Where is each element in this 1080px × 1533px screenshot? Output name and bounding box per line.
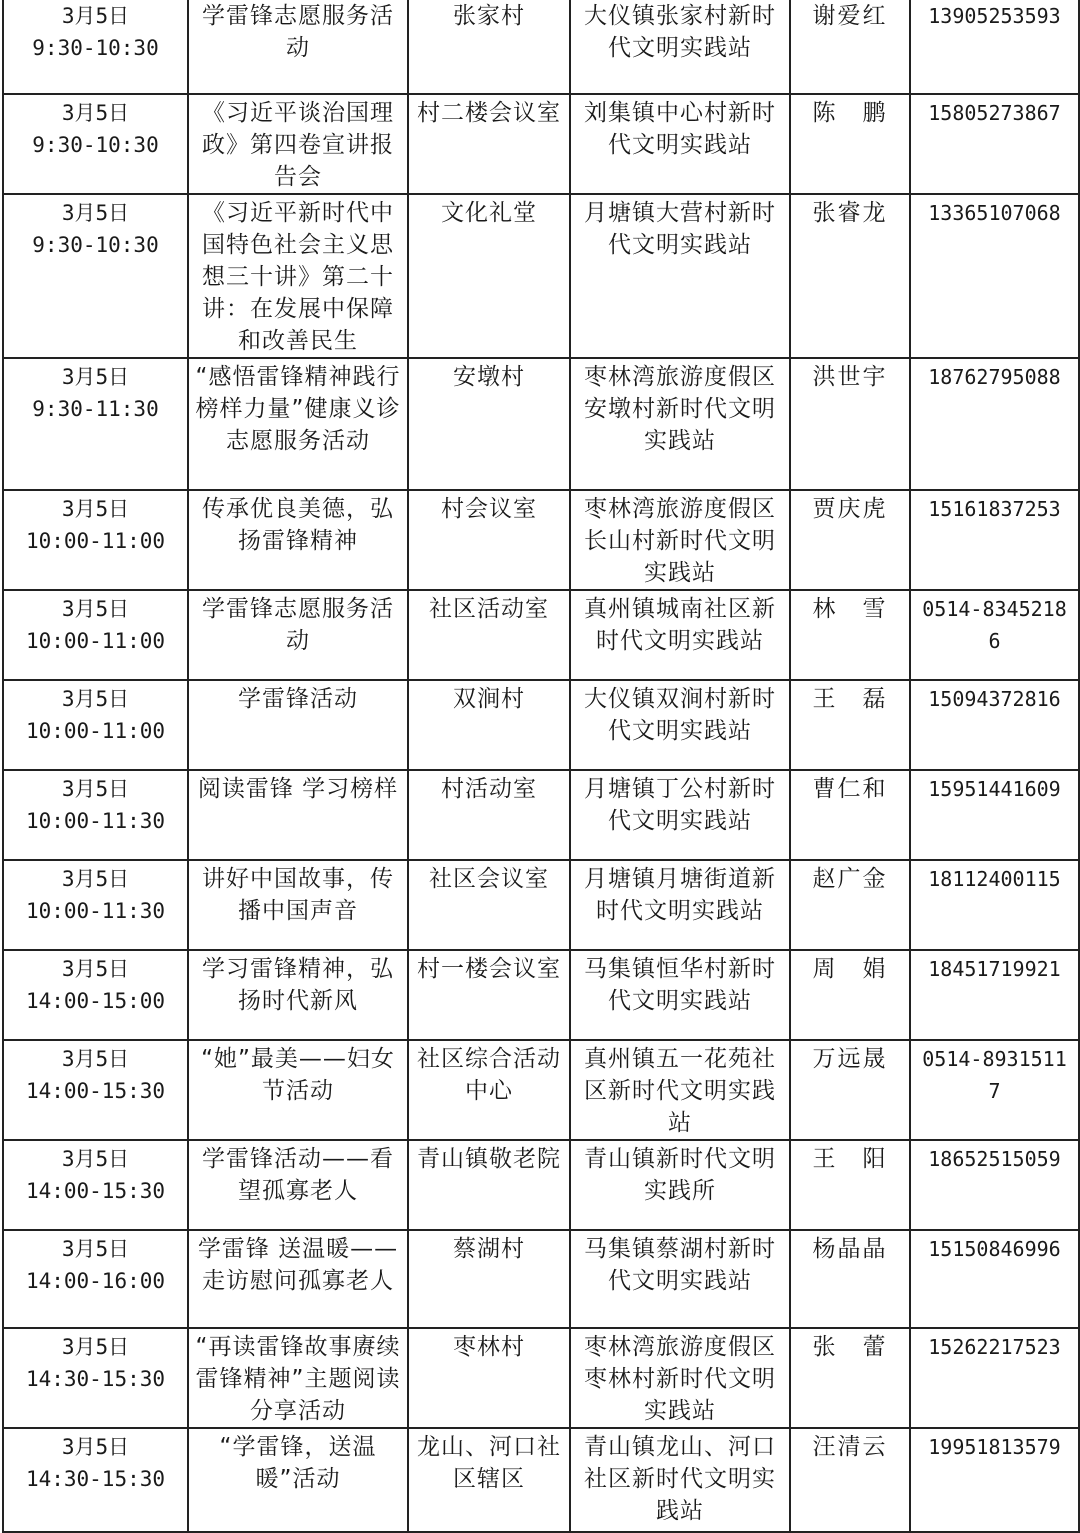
date-text: 3月5日 <box>61 1237 130 1261</box>
date-time-cell <box>3 1040 188 1140</box>
table-row <box>3 1140 1079 1230</box>
organizer-cell: 青山镇新时代文明实践所 <box>570 1140 790 1230</box>
activity-cell: 《习近平谈治国理政》第四卷宣讲报告会 <box>188 94 408 194</box>
table-row <box>3 1040 1079 1140</box>
table-row <box>3 0 1079 94</box>
phone-cell: 19951813579 <box>910 1428 1079 1532</box>
phone-cell: 18112400115 <box>910 860 1079 950</box>
date-time-cell <box>3 194 188 358</box>
activity-cell: 学雷锋 送温暖——走访慰问孤寡老人 <box>188 1230 408 1328</box>
date-text: 3月5日 <box>61 1147 130 1171</box>
location-cell: 枣林村 <box>408 1328 570 1428</box>
phone-cell: 15150846996 <box>910 1230 1079 1328</box>
contact-cell: 王 磊 <box>790 680 910 770</box>
phone-cell: 15161837253 <box>910 490 1079 590</box>
activity-cell: 学雷锋志愿服务活动 <box>188 0 408 94</box>
phone-cell: 13905253593 <box>910 0 1079 94</box>
location-cell: 社区会议室 <box>408 860 570 950</box>
organizer-cell: 枣林湾旅游度假区长山村新时代文明实践站 <box>570 490 790 590</box>
activity-cell: “感悟雷锋精神践行榜样力量”健康义诊志愿服务活动 <box>188 358 408 490</box>
organizer-cell: 月塘镇丁公村新时代文明实践站 <box>570 770 790 860</box>
time-text: 10:00-11:30 <box>25 899 166 923</box>
contact-cell: 周 娟 <box>790 950 910 1040</box>
location-cell: 村活动室 <box>408 770 570 860</box>
date-text: 3月5日 <box>61 101 130 125</box>
date-text: 3月5日 <box>61 201 130 225</box>
location-cell: 文化礼堂 <box>408 194 570 358</box>
time-text: 14:30-15:30 <box>25 1367 166 1391</box>
table-row <box>3 490 1079 590</box>
organizer-cell: 马集镇蔡湖村新时代文明实践站 <box>570 1230 790 1328</box>
organizer-cell: 真州镇城南社区新时代文明实践站 <box>570 590 790 680</box>
activity-cell: 学雷锋活动 <box>188 680 408 770</box>
phone-cell: 15805273867 <box>910 94 1079 194</box>
location-cell: 双涧村 <box>408 680 570 770</box>
table-row <box>3 680 1079 770</box>
date-time-cell <box>3 1230 188 1328</box>
organizer-cell: 真州镇五一花苑社区新时代文明实践站 <box>570 1040 790 1140</box>
contact-cell: 汪清云 <box>790 1428 910 1532</box>
time-text: 14:00-16:00 <box>25 1269 166 1293</box>
table-row <box>3 590 1079 680</box>
date-text: 3月5日 <box>61 1047 130 1071</box>
activity-cell: 传承优良美德，弘扬雷锋精神 <box>188 490 408 590</box>
location-cell: 村一楼会议室 <box>408 950 570 1040</box>
activity-cell: 阅读雷锋 学习榜样 <box>188 770 408 860</box>
phone-cell: 18652515059 <box>910 1140 1079 1230</box>
contact-cell: 陈 鹏 <box>790 94 910 194</box>
date-time-cell <box>3 1328 188 1428</box>
organizer-cell: 枣林湾旅游度假区安墩村新时代文明实践站 <box>570 358 790 490</box>
phone-cell: 15094372816 <box>910 680 1079 770</box>
date-time-cell <box>3 358 188 490</box>
organizer-cell: 月塘镇月塘街道新时代文明实践站 <box>570 860 790 950</box>
location-cell: 龙山、河口社区辖区 <box>408 1428 570 1532</box>
date-time-cell <box>3 950 188 1040</box>
location-cell: 蔡湖村 <box>408 1230 570 1328</box>
contact-cell: 曹仁和 <box>790 770 910 860</box>
activity-cell: 学雷锋志愿服务活动 <box>188 590 408 680</box>
activity-cell: “她”最美——妇女节活动 <box>188 1040 408 1140</box>
date-time-cell <box>3 590 188 680</box>
date-text: 3月5日 <box>61 597 130 621</box>
date-time-cell <box>3 0 188 94</box>
table-row <box>3 770 1079 860</box>
phone-cell: 15951441609 <box>910 770 1079 860</box>
phone-cell: 18451719921 <box>910 950 1079 1040</box>
date-text: 3月5日 <box>61 497 130 521</box>
date-time-cell <box>3 94 188 194</box>
time-text: 14:30-15:30 <box>25 1467 166 1491</box>
time-text: 14:00-15:30 <box>25 1179 166 1203</box>
organizer-cell: 月塘镇大营村新时代文明实践站 <box>570 194 790 358</box>
time-text: 10:00-11:00 <box>25 529 166 553</box>
time-text: 9:30-10:30 <box>32 36 159 60</box>
location-cell: 张家村 <box>408 0 570 94</box>
phone-cell: 13365107068 <box>910 194 1079 358</box>
date-text: 3月5日 <box>61 867 130 891</box>
contact-cell: 贾庆虎 <box>790 490 910 590</box>
organizer-cell: 刘集镇中心村新时代文明实践站 <box>570 94 790 194</box>
date-time-cell <box>3 770 188 860</box>
date-time-cell <box>3 490 188 590</box>
date-text: 3月5日 <box>61 957 130 981</box>
contact-cell: 谢爱红 <box>790 0 910 94</box>
organizer-cell: 青山镇龙山、河口社区新时代文明实践站 <box>570 1428 790 1532</box>
date-time-cell <box>3 1428 188 1532</box>
date-text: 3月5日 <box>61 4 130 28</box>
location-cell: 安墩村 <box>408 358 570 490</box>
date-text: 3月5日 <box>61 687 130 711</box>
location-cell: 村会议室 <box>408 490 570 590</box>
phone-cell: 18762795088 <box>910 358 1079 490</box>
contact-cell: 张睿龙 <box>790 194 910 358</box>
table-row <box>3 860 1079 950</box>
table-row <box>3 1230 1079 1328</box>
activity-schedule-table <box>2 0 1080 1533</box>
date-time-cell <box>3 680 188 770</box>
date-text: 3月5日 <box>61 365 130 389</box>
organizer-cell: 大仪镇双涧村新时代文明实践站 <box>570 680 790 770</box>
contact-cell: 王 阳 <box>790 1140 910 1230</box>
activity-cell: 讲好中国故事，传播中国声音 <box>188 860 408 950</box>
activity-cell: 学雷锋活动——看望孤寡老人 <box>188 1140 408 1230</box>
location-cell: 社区活动室 <box>408 590 570 680</box>
table-row <box>3 194 1079 358</box>
date-text: 3月5日 <box>61 1435 130 1459</box>
activity-cell: 学习雷锋精神，弘扬时代新风 <box>188 950 408 1040</box>
activity-cell: “再读雷锋故事赓续雷锋精神”主题阅读分享活动 <box>188 1328 408 1428</box>
activity-cell: 《习近平新时代中国特色社会主义思想三十讲》第二十讲：在发展中保障和改善民生 <box>188 194 408 358</box>
organizer-cell: 马集镇恒华村新时代文明实践站 <box>570 950 790 1040</box>
location-cell: 社区综合活动中心 <box>408 1040 570 1140</box>
phone-cell: 0514-89315117 <box>910 1040 1079 1140</box>
date-time-cell <box>3 1140 188 1230</box>
time-text: 9:30-11:30 <box>32 397 159 421</box>
organizer-cell: 枣林湾旅游度假区枣林村新时代文明实践站 <box>570 1328 790 1428</box>
time-text: 10:00-11:30 <box>25 809 166 833</box>
phone-cell: 15262217523 <box>910 1328 1079 1428</box>
date-text: 3月5日 <box>61 777 130 801</box>
contact-cell: 杨晶晶 <box>790 1230 910 1328</box>
date-text: 3月5日 <box>61 1335 130 1359</box>
time-text: 10:00-11:00 <box>25 629 166 653</box>
table-row <box>3 1428 1079 1532</box>
phone-cell: 0514-83452186 <box>910 590 1079 680</box>
contact-cell: 张 蕾 <box>790 1328 910 1428</box>
location-cell: 青山镇敬老院 <box>408 1140 570 1230</box>
table-row <box>3 358 1079 490</box>
location-cell: 村二楼会议室 <box>408 94 570 194</box>
contact-cell: 林 雪 <box>790 590 910 680</box>
table-row <box>3 1328 1079 1428</box>
activity-cell: “学雷锋，送温暖”活动 <box>188 1428 408 1532</box>
table-row <box>3 950 1079 1040</box>
time-text: 14:00-15:00 <box>25 989 166 1013</box>
time-text: 9:30-10:30 <box>32 133 159 157</box>
contact-cell: 洪世宇 <box>790 358 910 490</box>
contact-cell: 万远晟 <box>790 1040 910 1140</box>
table-row <box>3 94 1079 194</box>
time-text: 9:30-10:30 <box>32 233 159 257</box>
time-text: 14:00-15:30 <box>25 1079 166 1103</box>
organizer-cell: 大仪镇张家村新时代文明实践站 <box>570 0 790 94</box>
contact-cell: 赵广金 <box>790 860 910 950</box>
date-time-cell <box>3 860 188 950</box>
time-text: 10:00-11:00 <box>25 719 166 743</box>
